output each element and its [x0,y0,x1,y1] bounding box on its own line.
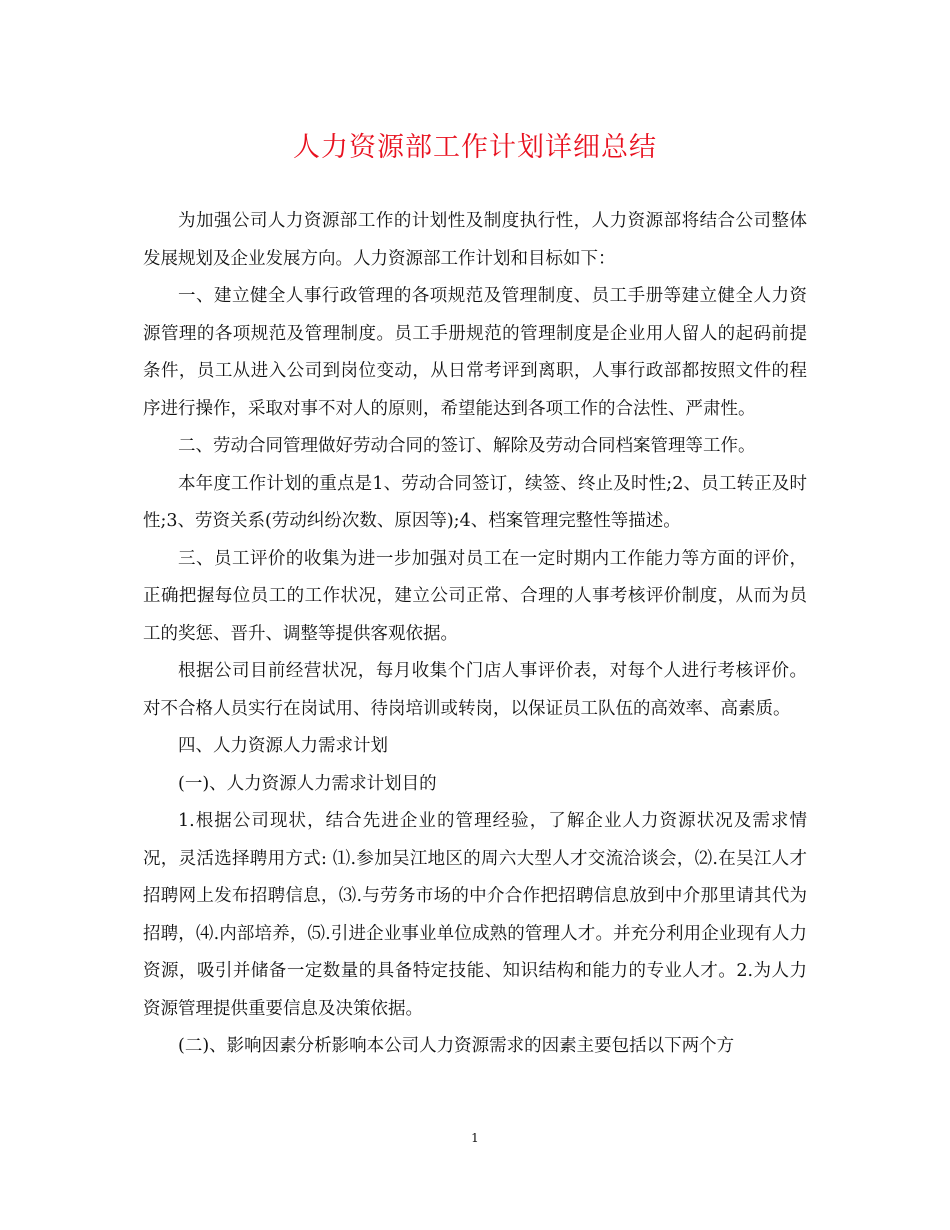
paragraph: 三、员工评价的收集为进一步加强对员工在一定时期内工作能力等方面的评价，正确把握每位员工的工作状况，建立公司正常、合理的人事考核评价制度，从而为员工的奖惩、晋升、调整等提供客观依据。 [143,548,807,644]
paragraph: 1.根据公司现状，结合先进企业的管理经验，了解企业人力资源状况及需求情况，灵活选择聘用方式: ⑴.参加吴江地区的周六大型人才交流洽谈会，⑵.在吴江人才招聘网上发布招聘信息，⑶.与劳务市场的中介合作把招聘信息放到中介那里请其代为招聘，⑷.内部培养，⑸.引进企业事业单位成熟的管理人才。并充分利用企业现有人力资源，吸引并储备一定数量的具备特定技能、知识结构和能力的专业人才。2.为人力资源管理提供重要信息及决策依据。 [143,811,807,1019]
paragraph: 二、劳动合同管理做好劳动合同的签订、解除及劳动合同档案管理等工作。 [178,436,756,456]
paragraph: 根据公司目前经营状况，每月收集个门店人事评价表，对每个人进行考核评价。对不合格人员实行在岗试用、待岗培训或转岗，以保证员工队伍的高效率、高素质。 [143,661,807,719]
document-title: 人力资源部工作计划详细总结 [293,132,657,163]
paragraph: 四、人力资源人力需求计划 [178,736,388,756]
page-number: 1 [471,1131,479,1145]
paragraph: (一)、人力资源人力需求计划目的 [178,773,437,794]
paragraph: 一、建立健全人事行政管理的各项规范及管理制度、员工手册等建立健全人力资源管理的各项规范及管理制度。员工手册规范的管理制度是企业用人留人的起码前提条件，员工从进入公司到岗位变动，从日常考评到离职，人事行政部都按照文件的程序进行操作，采取对事不对人的原则，希望能达到各项工作的合法性、严肃性。 [143,286,807,419]
paragraph: (二)、影响因素分析影响本公司人力资源需求的因素主要包括以下两个方 [178,1036,735,1056]
paragraph: 为加强公司人力资源部工作的计划性及制度执行性，人力资源部将结合公司整体发展规划及企业发展方向。人力资源部工作计划和目标如下： [143,211,807,269]
document-body [143,203,807,1066]
paragraph: 本年度工作计划的重点是1、劳动合同签订，续签、终止及时性;2、员工转正及时性;3、劳资关系(劳动纠纷次数、原因等);4、档案管理完整性等描述。 [143,473,807,531]
